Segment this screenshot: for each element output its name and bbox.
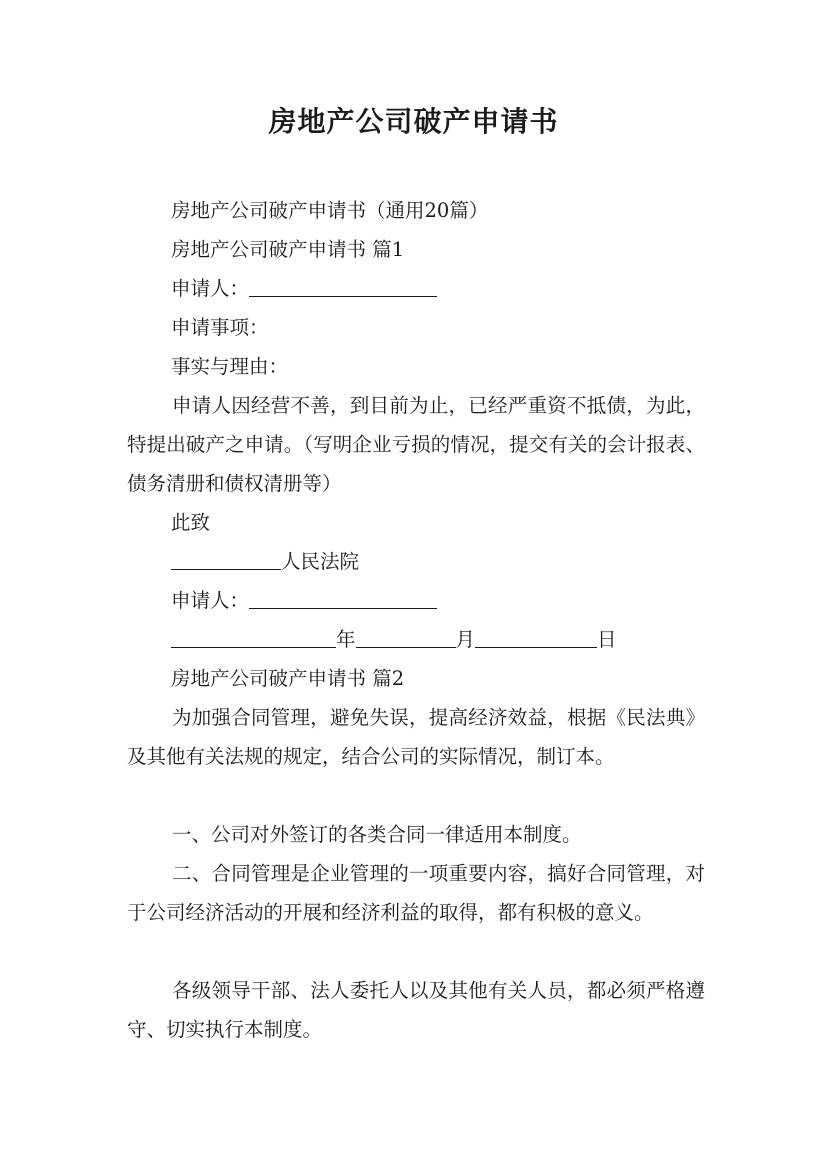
date-day-label: 日 — [597, 628, 617, 651]
date-line — [127, 620, 751, 659]
document-subtitle: 房地产公司破产申请书（通用20篇） — [171, 199, 489, 222]
court-name-blank — [171, 549, 281, 570]
applicant-label: 申请人： — [171, 277, 250, 300]
part1-body-paragraph: 申请人因经营不善，到目前为止，已经严重资不抵债，为此，特提出破产之申请。（写明企业亏损的情况，提交有关的会计报表、债务清册和债权清册等） — [127, 394, 705, 495]
part2-paragraph-4: 各级领导干部、法人委托人以及其他有关人员，都必须严格遵守、切实执行本制度。 — [127, 979, 705, 1041]
court-line — [127, 542, 751, 581]
date-year-label: 年 — [336, 628, 356, 651]
part2-paragraph-3: 二、合同管理是企业管理的一项重要内容，搞好合同管理，对于公司经济活动的开展和经济利益的取得，都有积极的意义。 — [127, 862, 705, 924]
month-blank — [356, 627, 456, 648]
salutation: 此致 — [171, 511, 211, 534]
document-title: 房地产公司破产申请书 — [268, 105, 559, 138]
applicant-line-2 — [127, 581, 751, 620]
part2-paragraph-1: 为加强合同管理，避免失误，提高经济效益，根据《民法典》及其他有关法规的规定，结合公司的实际情况，制订本。 — [127, 706, 705, 768]
day-blank — [475, 627, 597, 648]
part2-heading: 房地产公司破产申请书 篇2 — [171, 667, 405, 690]
applicant-line — [127, 269, 751, 308]
court-suffix: 人民法院 — [281, 550, 360, 573]
part1-heading: 房地产公司破产申请书 篇1 — [171, 238, 405, 261]
part2-paragraph-2: 一、公司对外签订的各类合同一律适用本制度。 — [172, 823, 582, 846]
year-blank — [171, 627, 336, 648]
matter-label: 申请事项： — [171, 316, 269, 339]
date-month-label: 月 — [455, 628, 476, 651]
facts-label: 事实与理由： — [171, 355, 289, 378]
applicant-blank-2 — [249, 588, 437, 609]
applicant-label-2: 申请人： — [171, 589, 250, 612]
applicant-blank — [249, 276, 437, 297]
